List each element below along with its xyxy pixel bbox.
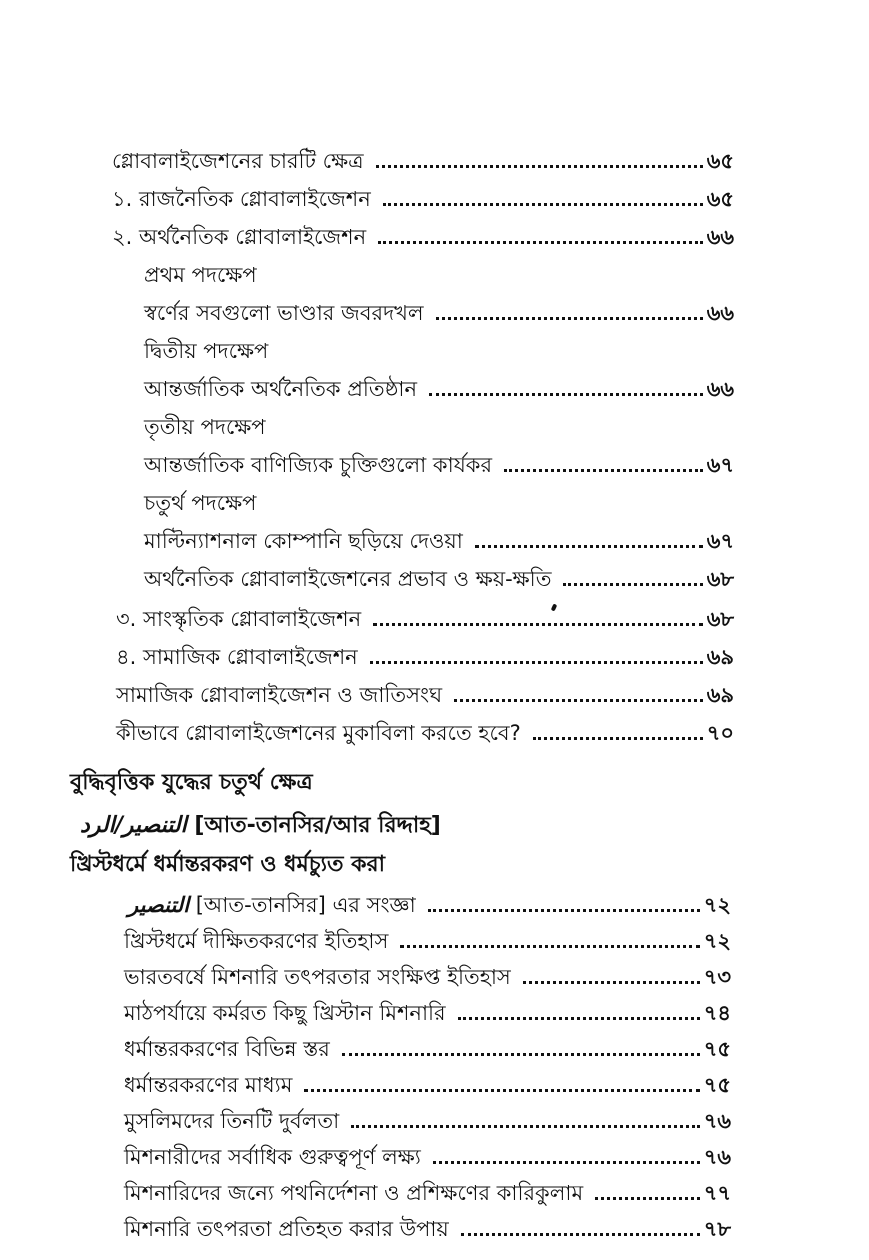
toc-entry: [144, 520, 734, 556]
dot-leader: [458, 1017, 700, 1020]
toc-entry-text: [আত-তানসির] এর সংজ্ঞা: [195, 893, 416, 917]
toc-entry-title: গ্লোবালাইজেশনের চারটি ক্ষেত্র: [112, 149, 364, 173]
toc-entry: [116, 712, 734, 748]
section-heading-line3: খ্রিস্টধর্মে ধর্মান্তরকরণ ও ধর্মচ্যুত করা: [70, 852, 386, 877]
toc-entry-page: ৬৭: [706, 529, 734, 553]
toc-entry-page: ৭২: [703, 893, 731, 917]
toc-entry-title: ১. রাজনৈতিক গ্লোবালাইজেশন: [112, 187, 371, 211]
toc-subheading: [144, 406, 734, 442]
toc-entry-title: সামাজিক গ্লোবালাইজেশন ও জাতিসংঘ: [116, 683, 443, 707]
toc-entry-page: ৭৬: [703, 1145, 731, 1169]
toc-subheading: [144, 254, 734, 290]
toc-entry-title: মিশনারীদের সর্বাধিক গুরুত্বপূর্ণ লক্ষ্য: [124, 1145, 421, 1169]
toc-entry: [112, 178, 734, 214]
toc-entry: [116, 674, 734, 710]
dot-leader: [433, 1161, 700, 1164]
toc-entry: [116, 636, 734, 672]
dot-leader: [428, 909, 700, 912]
dot-leader: [504, 469, 703, 472]
toc-entry-page: ৬৯: [706, 645, 734, 669]
toc-entry: [124, 1208, 731, 1244]
toc-entry-title: ৩. সাংস্কৃতিক গ্লোবালাইজেশন: [116, 607, 362, 631]
toc-entry: [144, 558, 734, 594]
toc-subheading-title: তৃতীয় পদক্ষেপ: [144, 415, 266, 439]
dot-leader: [454, 699, 703, 702]
toc-entry-title: কীভাবে গ্লোবালাইজেশনের মুকাবিলা করতে হবে?: [116, 721, 521, 745]
dot-leader: [475, 545, 703, 548]
dot-leader: [370, 661, 703, 664]
toc-subheading: [144, 482, 734, 518]
section-heading-transliteration: [আত-তানসির/আর রিদ্দাহ]: [194, 813, 441, 838]
toc-subheading-title: চতুর্থ পদক্ষেপ: [144, 491, 257, 515]
dot-leader: [461, 1233, 700, 1236]
toc-entry: [144, 368, 734, 404]
toc-entry: [124, 1028, 731, 1064]
toc-entry: [124, 1100, 731, 1136]
dot-leader: [429, 393, 703, 396]
section-heading-line1: বুদ্ধিবৃত্তিক যুদ্ধের চতুর্থ ক্ষেত্র: [70, 770, 313, 795]
toc-entry: [128, 884, 731, 920]
toc-entry: [124, 1064, 731, 1100]
toc-entry-title: মিশনারিদের জন্যে পথনির্দেশনা ও প্রশিক্ষণের কারিকুলাম: [124, 1181, 584, 1205]
dot-leader: [563, 583, 702, 586]
toc-entry-page: ৬৬: [706, 377, 734, 401]
toc-entry: [144, 292, 734, 328]
toc-entry-title: ধর্মান্তরকরণের বিভিন্ন স্তর: [124, 1037, 330, 1061]
toc-entry-page: ৬৫: [706, 187, 734, 211]
toc-entry-title: স্বর্ণের সবগুলো ভাণ্ডার জবরদখল: [144, 301, 424, 325]
toc-entry-page: ৭৬: [703, 1109, 731, 1133]
toc-entry-title: খ্রিস্টধর্মে দীক্ষিতকরণের ইতিহাস: [124, 929, 389, 953]
toc-entry-page: ৭২: [703, 929, 731, 953]
toc-entry-page: ৭৫: [703, 1073, 731, 1097]
toc-subheading: [144, 330, 734, 366]
toc-entry-title: মুসলিমদের তিনটি দুর্বলতা: [124, 1109, 340, 1133]
dot-leader: [383, 203, 703, 206]
toc-entry-page: ৭০: [706, 721, 734, 745]
toc-subheading-title: প্রথম পদক্ষেপ: [144, 263, 257, 287]
dot-leader: [378, 241, 703, 244]
toc-entry-page: ৭৫: [703, 1037, 731, 1061]
toc-entry: [116, 598, 734, 634]
toc-subheading-title: দ্বিতীয় পদক্ষেপ: [144, 339, 269, 363]
dot-leader: [400, 945, 699, 948]
dot-leader: [436, 317, 703, 320]
toc-entry-title: মিশনারি তৎপরতা প্রতিহত করার উপায়: [124, 1217, 449, 1241]
toc-entry-title: আন্তর্জাতিক অর্থনৈতিক প্রতিষ্ঠান: [144, 377, 417, 401]
toc-entry-arabic: التنصير: [128, 892, 190, 917]
toc-entry: [124, 920, 731, 956]
dot-leader: [351, 1125, 700, 1128]
toc-entry: [124, 1136, 731, 1172]
toc-entry-title: ধর্মান্তরকরণের মাধ্যম: [124, 1073, 293, 1097]
toc-entry-title: মাঠপর্যায়ে কর্মরত কিছু খ্রিস্টান মিশনারি: [124, 1001, 446, 1025]
toc-entry-page: ৬৯: [706, 683, 734, 707]
toc-entry: [112, 216, 734, 252]
toc-entry: [144, 444, 734, 480]
toc-entry-title: [128, 890, 416, 920]
section-heading-line2: [80, 808, 441, 843]
dot-leader: [376, 165, 703, 168]
toc-entry-page: ৭৮: [703, 1217, 731, 1241]
dot-leader: [533, 737, 703, 740]
dot-leader: [595, 1197, 700, 1200]
toc-entry-page: ৬৬: [706, 301, 734, 325]
toc-entry-page: ৬৮: [706, 607, 734, 631]
toc-entry-page: ৭৩: [703, 965, 731, 989]
toc-entry-title: আন্তর্জাতিক বাণিজ্যিক চুক্তিগুলো কার্যকর: [144, 453, 493, 477]
toc-entry-page: ৬৮: [706, 567, 734, 591]
dot-leader: [373, 623, 703, 626]
toc-entry-title: মাল্টিন্যাশনাল কোম্পানি ছড়িয়ে দেওয়া: [144, 529, 463, 553]
dot-leader: [523, 981, 700, 984]
toc-entry-title: ৪. সামাজিক গ্লোবালাইজেশন: [116, 645, 358, 669]
toc-entry-page: ৬৫: [706, 149, 734, 173]
dot-leader: [342, 1053, 700, 1056]
toc-entry-title: অর্থনৈতিক গ্লোবালাইজেশনের প্রভাব ও ক্ষয়-ক্ষতি: [144, 567, 552, 591]
toc-entry-title: ২. অর্থনৈতিক গ্লোবালাইজেশন: [112, 225, 367, 249]
toc-entry: [112, 140, 734, 176]
toc-entry: [124, 992, 731, 1028]
toc-entry: [124, 1172, 731, 1208]
toc-entry-page: ৬৬: [706, 225, 734, 249]
toc-entry-page: ৭৪: [703, 1001, 731, 1025]
toc-entry: [124, 956, 731, 992]
section-heading-arabic: التنصير/الرد: [80, 812, 187, 838]
toc-entry-page: ৭৭: [703, 1181, 731, 1205]
toc-entry-title: ভারতবর্ষে মিশনারি তৎপরতার সংক্ষিপ্ত ইতিহাস: [124, 965, 511, 989]
toc-entry-page: ৬৭: [706, 453, 734, 477]
dot-leader: [304, 1089, 699, 1092]
